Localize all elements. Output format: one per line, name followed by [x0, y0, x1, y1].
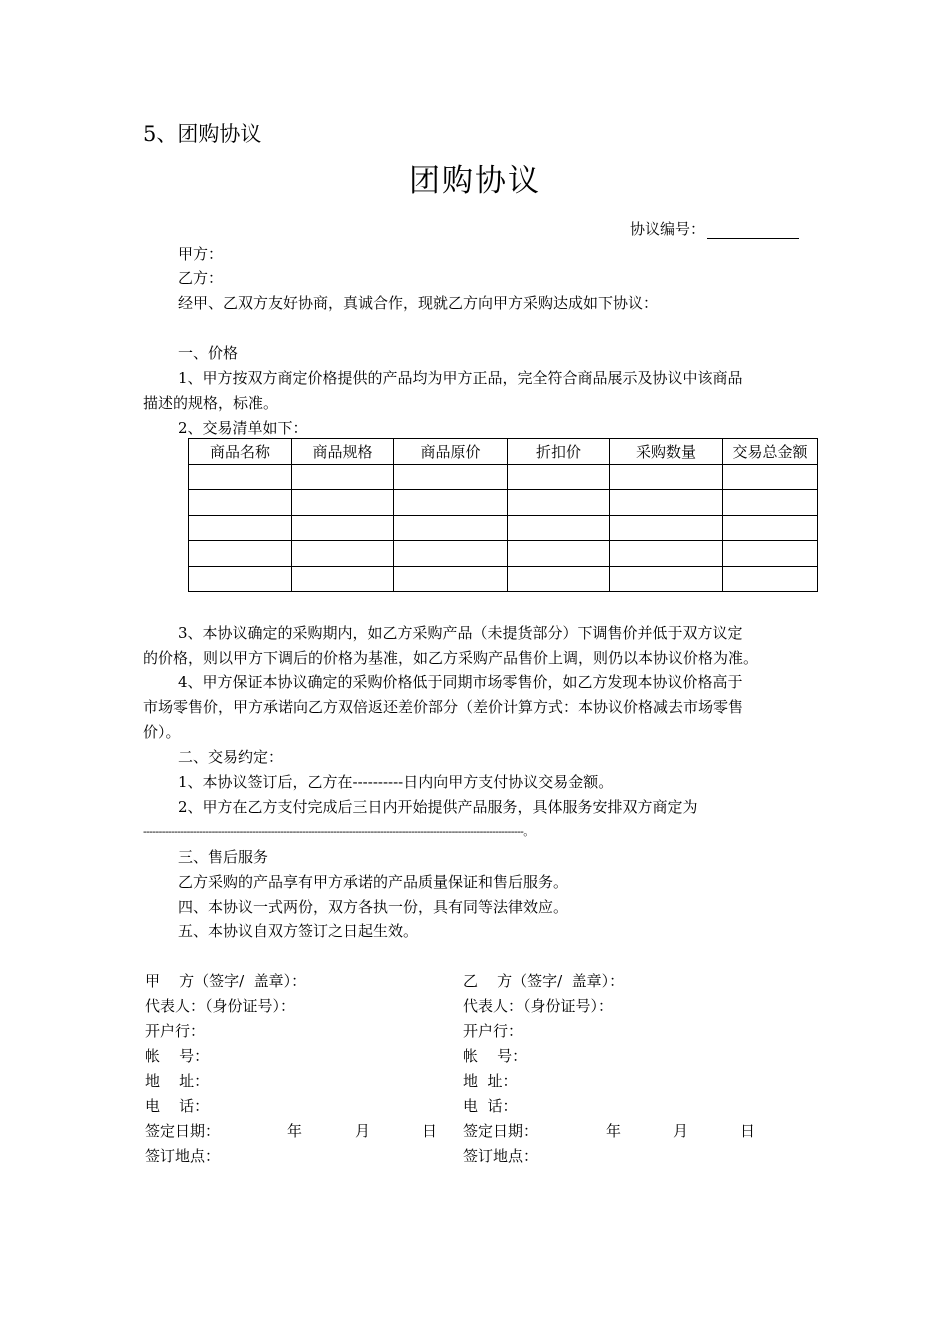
table-cell[interactable] [394, 541, 508, 566]
table-cell[interactable] [508, 541, 610, 566]
section-trade-heading: 二、交易约定： [178, 748, 284, 766]
section-heading: 5、团购协议 [143, 122, 262, 146]
clause-5: 五、本协议自双方签订之日起生效。 [178, 922, 419, 940]
clause-1-4-line1: 4、甲方保证本协议确定的采购价格低于同期市场零售价，如乙方发现本协议价格高于 [178, 673, 743, 691]
sig-a-account: 帐 号： [145, 1047, 210, 1065]
col-header-original-price: 商品原价 [394, 439, 508, 465]
sig-b-bank: 开户行： [463, 1022, 524, 1040]
col-header-quantity: 采购数量 [610, 439, 723, 465]
agreement-number-blank[interactable] [707, 224, 799, 239]
table-cell[interactable] [610, 490, 723, 515]
clause-2-1: 1、本协议签订后，乙方在----------日内向甲方支付协议交易金额。 [178, 773, 614, 791]
col-header-name: 商品名称 [189, 439, 292, 465]
table-row [189, 490, 818, 515]
sig-a-place: 签订地点： [145, 1147, 221, 1165]
clause-1-3-line2: 的价格，则以甲方下调后的价格为基准，如乙方采购产品售价上调，则仍以本协议价格为准。 [143, 649, 759, 667]
clause-2-2-line1: 2、甲方在乙方支付完成后三日内开始提供产品服务，具体服务安排双方商定为 [178, 798, 698, 816]
transaction-table [188, 438, 818, 592]
table-cell[interactable] [508, 465, 610, 490]
table-cell[interactable] [394, 465, 508, 490]
sig-b-address: 地 址： [463, 1072, 518, 1090]
col-header-discount-price: 折扣价 [508, 439, 610, 465]
table-cell[interactable] [610, 465, 723, 490]
clause-1-4-line3: 价）。 [143, 723, 181, 741]
sig-a-day: 日 [422, 1122, 438, 1140]
party-b-label: 乙方： [178, 269, 224, 287]
agreement-number [630, 218, 799, 239]
table-cell[interactable] [292, 566, 394, 591]
col-header-total: 交易总金额 [723, 439, 818, 465]
table-cell[interactable] [723, 490, 818, 515]
table-cell[interactable] [610, 515, 723, 540]
sig-b-year: 年 [606, 1122, 622, 1140]
sig-a-month: 月 [355, 1122, 371, 1140]
sig-a-year: 年 [287, 1122, 303, 1140]
table-cell[interactable] [189, 566, 292, 591]
sig-b-month: 月 [673, 1122, 689, 1140]
sig-b-day: 日 [740, 1122, 756, 1140]
sig-a-date-label: 签定日期： [145, 1122, 221, 1140]
table-cell[interactable] [723, 465, 818, 490]
clause-2-2-line2: --------------------------------------------------------------------------------------------------------------------------。 [143, 825, 534, 838]
clause-1-2: 2、交易清单如下： [178, 419, 308, 437]
table-cell[interactable] [189, 515, 292, 540]
table-cell[interactable] [723, 566, 818, 591]
table-cell[interactable] [723, 515, 818, 540]
table-cell[interactable] [292, 515, 394, 540]
table-cell[interactable] [610, 541, 723, 566]
section-price-heading: 一、价格 [178, 344, 239, 362]
sig-b-date-label: 签定日期： [463, 1122, 539, 1140]
table-cell[interactable] [508, 515, 610, 540]
table-cell[interactable] [394, 490, 508, 515]
table-cell[interactable] [189, 541, 292, 566]
sig-a-representative: 代表人：（身份证号）： [145, 997, 296, 1015]
table-cell[interactable] [189, 465, 292, 490]
section-after-sales-heading: 三、售后服务 [178, 848, 269, 866]
table-row [189, 515, 818, 540]
table-header-row [189, 439, 818, 465]
table-cell[interactable] [723, 541, 818, 566]
table-cell[interactable] [189, 490, 292, 515]
col-header-spec: 商品规格 [292, 439, 394, 465]
sig-a-address: 地 址： [145, 1072, 210, 1090]
intro-paragraph: 经甲、乙双方友好协商，真诚合作，现就乙方向甲方采购达成如下协议： [178, 294, 659, 312]
table-cell[interactable] [610, 566, 723, 591]
table-cell[interactable] [292, 465, 394, 490]
party-a-label: 甲方： [178, 245, 224, 263]
clause-1-1-line2: 描述的规格，标准。 [143, 394, 279, 412]
sig-a-bank: 开户行： [145, 1022, 206, 1040]
table-cell[interactable] [508, 566, 610, 591]
table-cell[interactable] [292, 541, 394, 566]
clause-4: 四、本协议一式两份，双方各执一份，具有同等法律效应。 [178, 898, 569, 916]
after-sales-body: 乙方采购的产品享有甲方承诺的产品质量保证和售后服务。 [178, 873, 569, 891]
sig-b-phone: 电 话： [463, 1097, 518, 1115]
document-title: 团购协议 [409, 163, 541, 199]
sig-b-party: 乙 方（签字/ 盖章）： [463, 972, 625, 990]
table-cell[interactable] [292, 490, 394, 515]
table-cell[interactable] [508, 490, 610, 515]
table-row [189, 465, 818, 490]
clause-1-3-line1: 3、本协议确定的采购期内，如乙方采购产品（未提货部分）下调售价并低于双方议定 [178, 624, 743, 642]
table-cell[interactable] [394, 515, 508, 540]
sig-b-place: 签订地点： [463, 1147, 539, 1165]
sig-a-party: 甲 方（签字/ 盖章）： [145, 972, 307, 990]
table-cell[interactable] [394, 566, 508, 591]
sig-a-phone: 电 话： [145, 1097, 210, 1115]
clause-1-1-line1: 1、甲方按双方商定价格提供的产品均为甲方正品，完全符合商品展示及协议中该商品 [178, 369, 743, 387]
sig-b-representative: 代表人：（身份证号）： [463, 997, 614, 1015]
table-row [189, 566, 818, 591]
clause-1-4-line2: 市场零售价，甲方承诺向乙方双倍返还差价部分（差价计算方式：本协议价格减去市场零售 [143, 698, 744, 716]
sig-b-account: 帐 号： [463, 1047, 528, 1065]
agreement-number-label: 协议编号： [630, 220, 706, 238]
table-row [189, 541, 818, 566]
